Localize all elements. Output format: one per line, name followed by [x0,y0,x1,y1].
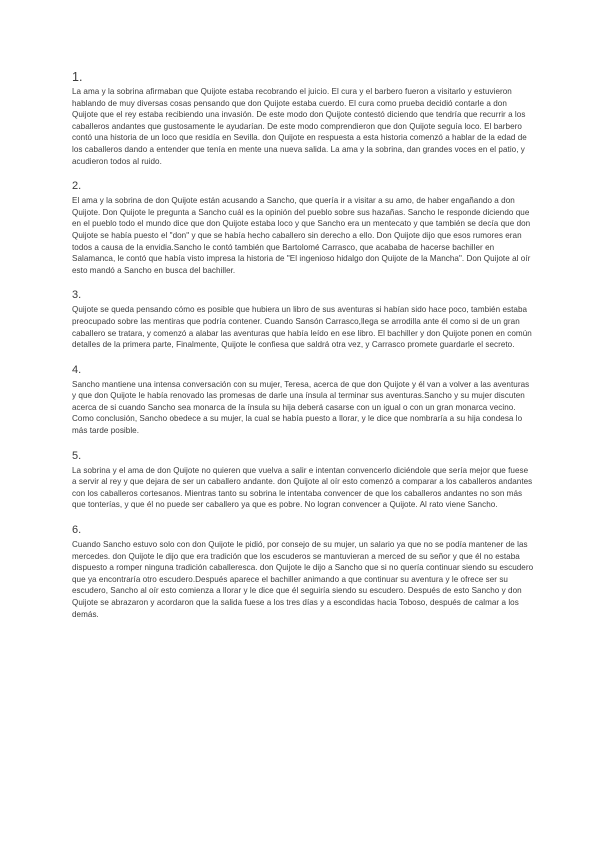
section-5 [72,450,534,511]
section-number: 1. [72,70,83,84]
document-body [72,70,534,633]
section-number: 5. [72,449,82,462]
section-paragraph: Cuando Sancho estuvo solo con don Quijote le pidió, por consejo de su mujer, un salario ya que no se podía mantener de las mercedes. don Quijote le dijo que era tradición que los escuderos se mantuvieran a merced de su señor y que él no estaba dispuesto a romper ninguna tradición caballeresca. don Quijote le dijo a Sancho que si no quería continuar siendo su escudero que ya encontraría otro escudero.Después aparece el bachiller animando a que continuar su aventura y le ofrece ser su escudero, Sancho al oír esto comienza a llorar y le dice que él seguiría siendo su escudero. Después de esto Sancho y don Quijote se abrazaron y acordaron que la salida fuese a los tres días y a escondidas hacia Toboso, después de calmar a los demás. [72,540,534,619]
section-paragraph: Sancho mantiene una intensa conversación con su mujer, Teresa, acerca de que don Quijote y él van a volver a las aventuras y que don Quijote le había renovado las promesas de darle una ínsula al terminar sus aventuras.Sancho y su mujer discuten acerca de si cuando Sancho sea monarca de la ínsula su hija deberá casarse con un igual o con un gran monarca vecino. Como conclusión, Sancho obedece a su mujer, la cual se había puesto a llorar, y le dice que nombraría a su hija condesa lo más tarde posible. [72,379,530,436]
section-paragraph: La ama y la sobrina afirmaban que Quijote estaba recobrando el juicio. El cura y el barbero fueron a visitarlo y estuvieron hablando de muy diversas cosas pensando que don Quijote estaba cuerdo. El cura como prueba decidió contarle a don Quijote que el rey estaba recibiendo una invasión. De este modo don Quijote contestó diciendo que tendría que recurrir a los caballeros andantes que gustosamente le ayudarían. De este modo comprendieron que don Quijote seguía loco. El barbero contó una historia de un loco que residía en Sevilla. don Quijote en respuesta a esta historia comenzó a hablar de la edad de los caballeros dando a entender que tenía en mente una nueva salida. La ama y la sobrina, dan grandes voces en el patio, y acudieron todos al ruido. [72,87,527,166]
section-4 [72,364,534,437]
section-paragraph: Quijote se queda pensando cómo es posible que hubiera un libro de sus aventuras si habían sido hace poco, también estaba preocupado sobre las mentiras que podría contener. Cuando Sansón Carrasco,llega se arrodilla ante él como si de un gran caballero se tratara, y comenzó a alabar las aventuras que había leído en ese libro. El bachiller y don Quijote ponen en común detalles de la primera parte, Finalmente, Quijote le confiesa que saldrá otra vez, y Carrasco promete guardarle el secreto. [72,305,532,350]
section-paragraph: El ama y la sobrina de don Quijote están acusando a Sancho, que quería ir a visitar a su amo, de haber engañando a don Quijote. Don Quijote le pregunta a Sancho cuál es la opinión del pueblo sobre sus hazañas. Sancho le responde diciendo que en el pueblo todo el mundo dice que don Quijote estaba loco y que Sancho era un mentecato y que también se decía que don Quijote se había puesto el "don" y que se había hecho caballero sin derecho a ello. Don Quijote dijo que esos rumores eran todos a causa de la envidia.Sancho le contó también que Bartolomé Carrasco, que acababa de hacerse bachiller en Salamanca, le contó que había visto impresa la historia de "El ingenioso hidalgo don Quijote de la Mancha". Don Quijote al oír esto mandó a Sancho en busca del bachiller. [72,196,531,275]
section-number: 6. [72,524,82,537]
section-3 [72,289,534,350]
section-6 [72,524,534,620]
section-2 [72,180,534,276]
section-number: 2. [72,180,82,193]
section-paragraph: La sobrina y el ama de don Quijote no quieren que vuelva a salir e intentan convencerlo diciéndole que sería mejor que fuese a servir al rey y que dejara de ser un caballero andante. don Quijote al oír esto comenzó a comparar a los caballeros andantes con los caballeros cortesanos. Mientras tanto su sobrina le intentaba convencer de que los caballeros andantes no son más que tonterías, y que él no puede ser caballero ya que es pobre. No logran convencer a Quijote. Al rato viene Sancho. [72,465,533,510]
section-number: 4. [72,363,82,376]
section-number: 3. [72,289,82,302]
section-1 [72,70,534,167]
